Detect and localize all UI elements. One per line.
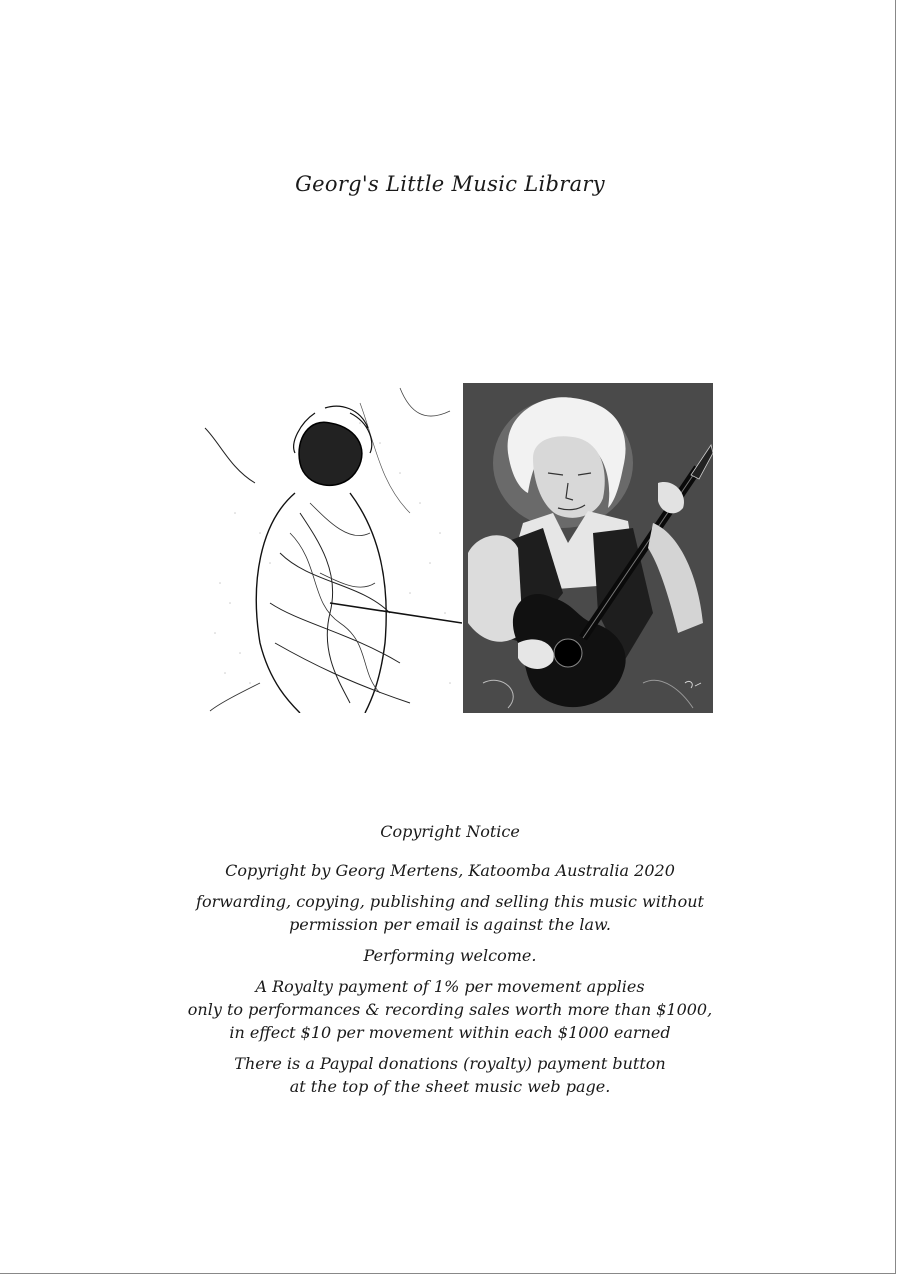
notice-line: A Royalty payment of 1% per movement applies	[255, 977, 645, 996]
notice-line: There is a Paypal donations (royalty) payment button	[234, 1054, 666, 1073]
notice-line: only to performances & recording sales worth more than $1000,	[187, 1000, 713, 1019]
copyright-notice	[0, 820, 900, 1106]
notice-line: in effect $10 per movement within each $1000 earned	[229, 1023, 671, 1042]
bass-player-sketch	[200, 383, 462, 713]
notice-heading: Copyright Notice	[380, 822, 520, 841]
notice-paragraph	[0, 859, 900, 882]
guitarist-portrait	[463, 383, 713, 713]
page-title: Georg's Little Music Library	[295, 172, 605, 196]
notice-line: Copyright by Georg Mertens, Katoomba Australia 2020	[225, 861, 675, 880]
cover-artwork	[200, 383, 715, 713]
notice-paragraph	[0, 890, 900, 936]
notice-line: Performing welcome.	[363, 946, 537, 965]
notice-paragraph	[0, 975, 900, 1044]
notice-line: forwarding, copying, publishing and selling this music without	[196, 892, 704, 911]
notice-paragraph	[0, 944, 900, 967]
notice-line: at the top of the sheet music web page.	[289, 1077, 611, 1096]
notice-paragraph	[0, 1052, 900, 1098]
notice-line: permission per email is against the law.	[289, 915, 611, 934]
